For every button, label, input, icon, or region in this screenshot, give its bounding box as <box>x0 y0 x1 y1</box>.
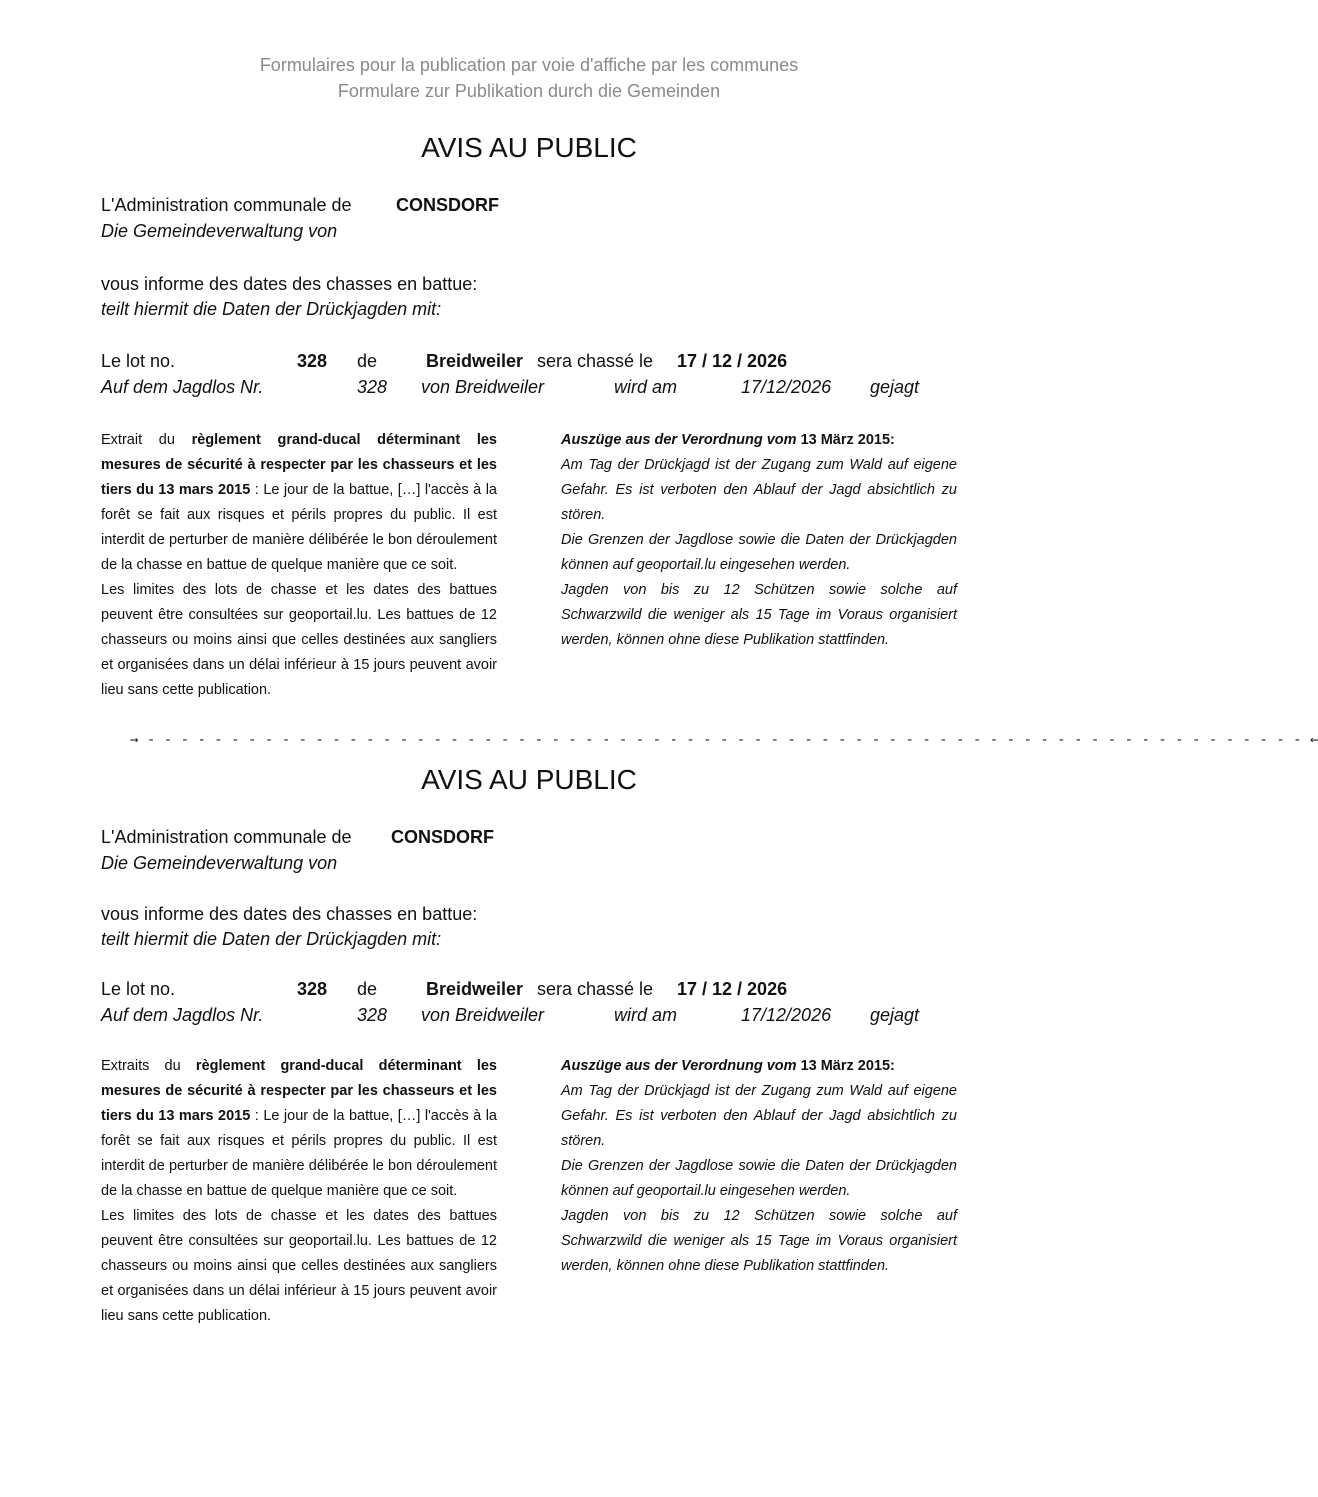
lot-verb-fr: sera chassé le <box>537 979 654 999</box>
dashed-separator: - - - - - - - - - - - - - - - - - - - - - - - - - - - - - - - - - - - - - - - - - - - - - - - - - - - - - - - - - - - - - - - - - - - - - <box>146 732 1302 748</box>
lot-verb-de: wird am <box>614 1005 678 1025</box>
lot-end-de: gejagt <box>870 377 920 397</box>
lot-de-word: de <box>357 351 378 371</box>
notice-title: AVIS AU PUBLIC <box>421 132 637 163</box>
extract-text: : Le jour de la battue, […] l'accès à la forêt se fait aux risques et périls propres du public. Il est interdit de perturber de manière délibérée le bon déroulement de la chasse en battue de quelque manière que ce soit. <box>101 1108 498 1199</box>
admin-label-de: Die Gemeindeverwaltung von <box>101 853 338 873</box>
admin-line-fr <box>101 825 352 849</box>
extract-de-para3: Jagden von bis zu 12 Schützen sowie solche auf Schwarzwild die weniger als 15 Tage im Voraus organisiert werden, können ohne diese Publikation stattfinden. <box>561 582 957 648</box>
lot-label-de: Auf dem Jagdlos Nr. <box>101 377 264 397</box>
admin-label-de: Die Gemeindeverwaltung von <box>101 221 338 241</box>
extract-heading-date: 13 März 2015: <box>800 432 895 448</box>
lot-de-word: de <box>357 979 378 999</box>
regulation-extract-fr <box>101 1054 497 1329</box>
admin-label-fr: L'Administration communale de <box>101 195 352 215</box>
header-line-fr: Formulaires pour la publication par voie d'affiche par les communes <box>259 55 799 75</box>
commune-name: CONSDORF <box>396 195 499 215</box>
right-arrow-icon: → <box>130 732 139 748</box>
inform-fr: vous informe des dates des chasses en battue: <box>101 274 478 294</box>
notice-title: AVIS AU PUBLIC <box>421 764 637 795</box>
lot-place-de: von Breidweiler <box>421 1005 545 1025</box>
lot-date-de: 17/12/2026 <box>741 377 832 397</box>
extract-de-para1: Am Tag der Drückjagd ist der Zugang zum Wald auf eigene Gefahr. Es ist verboten den Ablauf der Jagd absichtlich zu stören. <box>561 457 957 523</box>
admin-label-fr: L'Administration communale de <box>101 827 352 847</box>
extract-intro: Extrait du <box>101 432 192 448</box>
header-line-de: Formulare zur Publikation durch die Gemeinden <box>337 81 721 101</box>
lot-number-fr: 328 <box>297 979 328 999</box>
extract-para2: Les limites des lots de chasse et les dates des battues peuvent être consultées sur geoportail.lu. Les battues de 12 chasseurs ou moins ainsi que celles destinées aux sangliers et organisées dans un délai inférieur à 15 jours peuvent avoir lieu sans cette publication. <box>101 582 497 698</box>
lot-place-fr: Breidweiler <box>426 979 524 999</box>
extract-de-para2: Die Grenzen der Jagdlose sowie die Daten der Drückjagden können auf geoportail.lu eingesehen werden. <box>561 532 957 573</box>
form-header <box>0 52 1058 104</box>
inform-de: teilt hiermit die Daten der Drückjagden mit: <box>101 929 442 949</box>
regulation-extract-de <box>561 428 957 653</box>
extract-heading-de: Auszüge aus der Verordnung vom <box>561 432 801 448</box>
regulation-extract-de <box>561 1054 957 1279</box>
admin-line-fr <box>101 193 352 217</box>
lot-label-de: Auf dem Jagdlos Nr. <box>101 1005 264 1025</box>
lot-number-de: 328 <box>357 1005 388 1025</box>
left-arrow-icon: ← <box>1310 732 1318 748</box>
lot-date-fr: 17 / 12 / 2026 <box>677 351 788 371</box>
extract-regulation-title: règlement grand-ducal déterminant les mesures de sécurité à respecter par les chasseurs et les tiers du 13 mars 2015 <box>101 432 497 498</box>
lot-end-de: gejagt <box>870 1005 920 1025</box>
regulation-extract-fr <box>101 428 497 703</box>
inform-de: teilt hiermit die Daten der Drückjagden mit: <box>101 299 442 319</box>
commune-name: CONSDORF <box>391 827 494 847</box>
lot-date-fr: 17 / 12 / 2026 <box>677 979 788 999</box>
cut-line <box>130 728 1318 752</box>
extract-para2: Les limites des lots de chasse et les dates des battues peuvent être consultées sur geoportail.lu. Les battues de 12 chasseurs ou moins ainsi que celles destinées aux sangliers et organisées dans un délai inférieur à 15 jours peuvent avoir lieu sans cette publication. <box>101 1208 497 1324</box>
lot-label-fr: Le lot no. <box>101 351 176 371</box>
extract-regulation-title: règlement grand-ducal déterminant les mesures de sécurité à respecter par les chasseurs et les tiers du 13 mars 2015 <box>101 1058 498 1124</box>
extract-text: : Le jour de la battue, […] l'accès à la forêt se fait aux risques et périls propres du public. Il est interdit de perturber de manière délibérée le bon déroulement de la chasse en battue de quelque manière que ce soit. <box>101 482 498 573</box>
lot-place-de: von Breidweiler <box>421 377 545 397</box>
lot-place-fr: Breidweiler <box>426 351 524 371</box>
lot-verb-fr: sera chassé le <box>537 351 654 371</box>
lot-date-de: 17/12/2026 <box>741 1005 832 1025</box>
extract-heading-de: Auszüge aus der Verordnung vom <box>561 1058 801 1074</box>
extract-de-para3: Jagden von bis zu 12 Schützen sowie solche auf Schwarzwild die weniger als 15 Tage im Voraus organisiert werden, können ohne diese Publikation stattfinden. <box>561 1208 957 1274</box>
lot-label-fr: Le lot no. <box>101 979 176 999</box>
extract-heading-date: 13 März 2015: <box>800 1058 895 1074</box>
extract-de-para1: Am Tag der Drückjagd ist der Zugang zum Wald auf eigene Gefahr. Es ist verboten den Ablauf der Jagd absichtlich zu stören. <box>561 1083 957 1149</box>
extract-de-para2: Die Grenzen der Jagdlose sowie die Daten der Drückjagden können auf geoportail.lu eingesehen werden. <box>561 1158 957 1199</box>
extract-intro: Extraits du <box>101 1058 196 1074</box>
inform-fr: vous informe des dates des chasses en battue: <box>101 904 478 924</box>
lot-verb-de: wird am <box>614 377 678 397</box>
lot-number-de: 328 <box>357 377 388 397</box>
lot-number-fr: 328 <box>297 351 328 371</box>
